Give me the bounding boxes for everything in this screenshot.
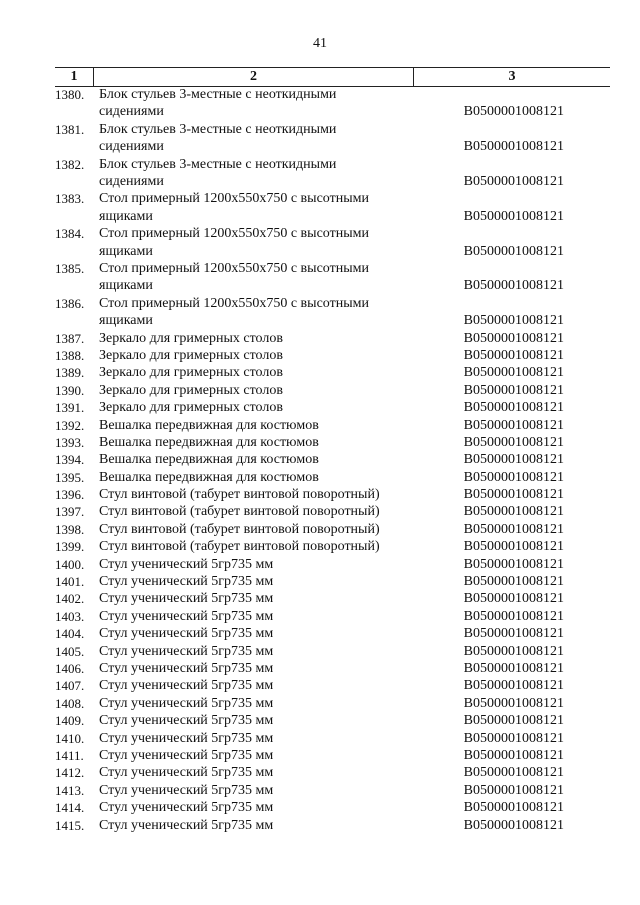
table-row bbox=[0, 417, 640, 434]
row-number: 1394. bbox=[55, 452, 85, 468]
item-name-line: Зеркало для гримерных столов bbox=[99, 347, 283, 363]
item-name-line: Стул ученический 5гр735 мм bbox=[99, 817, 274, 833]
item-name-line: Стул ученический 5гр735 мм bbox=[99, 800, 274, 816]
item-code: В0500001008121 bbox=[463, 347, 564, 363]
table-row bbox=[0, 625, 640, 642]
item-name-line: Вешалка передвижная для костюмов bbox=[99, 452, 319, 468]
item-name bbox=[99, 695, 409, 712]
row-number: 1387. bbox=[55, 330, 85, 346]
item-name-line: Зеркало для гримерных столов bbox=[99, 365, 283, 381]
item-name bbox=[99, 434, 409, 451]
table-row bbox=[0, 817, 640, 834]
row-number: 1381. bbox=[55, 121, 85, 137]
item-code: В0500001008121 bbox=[463, 782, 564, 798]
item-code: В0500001008121 bbox=[463, 452, 564, 468]
item-name-line: Зеркало для гримерных столов bbox=[99, 330, 283, 346]
item-name bbox=[99, 747, 409, 764]
row-number: 1389. bbox=[55, 365, 85, 381]
item-name bbox=[99, 486, 409, 503]
item-code: В0500001008121 bbox=[463, 504, 564, 520]
item-name-line: Стул ученический 5гр735 мм bbox=[99, 713, 274, 729]
row-number: 1412. bbox=[55, 765, 85, 781]
item-code: В0500001008121 bbox=[463, 278, 564, 294]
table-row bbox=[0, 486, 640, 503]
item-name-line: Блок стульев 3-местные с неоткидными bbox=[99, 121, 337, 137]
table-row bbox=[0, 782, 640, 799]
table-row bbox=[0, 730, 640, 747]
item-name bbox=[99, 330, 409, 347]
item-name-line: сидениями bbox=[99, 174, 164, 189]
item-name-line: Вешалка передвижная для костюмов bbox=[99, 469, 319, 485]
table-row bbox=[0, 347, 640, 364]
row-number: 1397. bbox=[55, 504, 85, 520]
table-row bbox=[0, 643, 640, 660]
item-name bbox=[99, 608, 409, 625]
header-col-1: 1 bbox=[70, 69, 78, 84]
row-number: 1407. bbox=[55, 678, 85, 694]
item-code: В0500001008121 bbox=[463, 434, 564, 450]
item-name bbox=[99, 660, 409, 677]
item-name-line: Зеркало для гримерных столов bbox=[99, 400, 283, 416]
item-name bbox=[99, 677, 409, 694]
row-number: 1400. bbox=[55, 556, 85, 572]
table-row bbox=[0, 764, 640, 781]
item-code: В0500001008121 bbox=[463, 747, 564, 763]
item-code: В0500001008121 bbox=[463, 400, 564, 416]
row-number: 1411. bbox=[55, 747, 84, 763]
item-name-line: Стул ученический 5гр735 мм bbox=[99, 574, 274, 590]
table-row bbox=[0, 156, 640, 191]
item-name bbox=[99, 817, 409, 834]
table-row bbox=[0, 660, 640, 677]
row-number: 1380. bbox=[55, 87, 85, 102]
item-code: В0500001008121 bbox=[463, 556, 564, 572]
table-row bbox=[0, 451, 640, 468]
item-name-line: Стол примерный 1200х550х750 с высотными bbox=[99, 295, 369, 311]
header-col-3: 3 bbox=[508, 69, 516, 84]
item-name bbox=[99, 295, 409, 330]
table-row bbox=[0, 295, 640, 330]
row-number: 1385. bbox=[55, 260, 85, 276]
item-name bbox=[99, 556, 409, 573]
item-name bbox=[99, 86, 409, 121]
item-code: В0500001008121 bbox=[463, 678, 564, 694]
row-number: 1398. bbox=[55, 521, 85, 537]
item-name bbox=[99, 399, 409, 416]
item-code: В0500001008121 bbox=[463, 382, 564, 398]
item-code: В0500001008121 bbox=[463, 330, 564, 346]
row-number: 1402. bbox=[55, 591, 85, 607]
item-name-line: Стул ученический 5гр735 мм bbox=[99, 765, 274, 781]
item-name bbox=[99, 799, 409, 816]
item-name-line: Стул ученический 5гр735 мм bbox=[99, 626, 274, 642]
item-name-line: Стул винтовой (табурет винтовой поворотный) bbox=[99, 504, 380, 520]
item-name bbox=[99, 225, 409, 260]
table-row bbox=[0, 86, 640, 121]
item-code: В0500001008121 bbox=[463, 139, 564, 155]
item-name bbox=[99, 382, 409, 399]
table-row bbox=[0, 469, 640, 486]
table-row bbox=[0, 521, 640, 538]
row-number: 1414. bbox=[55, 800, 85, 816]
item-name-line: ящиками bbox=[99, 278, 153, 294]
row-number: 1392. bbox=[55, 417, 85, 433]
item-name-line: Блок стульев 3-местные с неоткидными bbox=[99, 87, 337, 102]
item-name bbox=[99, 625, 409, 642]
item-name-line: Стул винтовой (табурет винтовой поворотный) bbox=[99, 487, 380, 503]
item-name-line: Стул ученический 5гр735 мм bbox=[99, 747, 274, 763]
item-name bbox=[99, 347, 409, 364]
row-number: 1396. bbox=[55, 487, 85, 503]
item-name-line: сидениями bbox=[99, 139, 164, 155]
item-name-line: Стул ученический 5гр735 мм bbox=[99, 695, 274, 711]
item-code: В0500001008121 bbox=[463, 591, 564, 607]
item-code: В0500001008121 bbox=[463, 469, 564, 485]
row-number: 1393. bbox=[55, 434, 85, 450]
item-name bbox=[99, 417, 409, 434]
item-name-line: Вешалка передвижная для костюмов bbox=[99, 434, 319, 450]
item-name-line: Стул ученический 5гр735 мм bbox=[99, 591, 274, 607]
item-name bbox=[99, 590, 409, 607]
table-row bbox=[0, 190, 640, 225]
item-name-line: Стул ученический 5гр735 мм bbox=[99, 678, 274, 694]
item-name-line: Вешалка передвижная для костюмов bbox=[99, 417, 319, 433]
table-row bbox=[0, 364, 640, 381]
item-name-line: Зеркало для гримерных столов bbox=[99, 382, 283, 398]
item-code: В0500001008121 bbox=[463, 521, 564, 537]
item-name bbox=[99, 260, 409, 295]
item-name bbox=[99, 764, 409, 781]
row-number: 1413. bbox=[55, 782, 85, 798]
item-name bbox=[99, 573, 409, 590]
item-code: В0500001008121 bbox=[463, 626, 564, 642]
item-code: В0500001008121 bbox=[463, 574, 564, 590]
item-code: В0500001008121 bbox=[463, 817, 564, 833]
item-name bbox=[99, 451, 409, 468]
row-number: 1409. bbox=[55, 713, 85, 729]
item-name bbox=[99, 156, 409, 191]
item-code: В0500001008121 bbox=[463, 173, 564, 189]
row-number: 1415. bbox=[55, 817, 85, 833]
table-row bbox=[0, 799, 640, 816]
item-code: В0500001008121 bbox=[463, 643, 564, 659]
row-number: 1391. bbox=[55, 400, 85, 416]
item-name-line: Блок стульев 3-местные с неоткидными bbox=[99, 156, 337, 172]
row-number: 1395. bbox=[55, 469, 85, 485]
item-name-line: ящиками bbox=[99, 208, 153, 224]
table-row bbox=[0, 503, 640, 520]
table-row bbox=[0, 330, 640, 347]
item-name-line: Стул ученический 5гр735 мм bbox=[99, 643, 274, 659]
row-number: 1401. bbox=[55, 574, 85, 590]
table-row bbox=[0, 677, 640, 694]
item-code: В0500001008121 bbox=[463, 539, 564, 555]
table-row bbox=[0, 590, 640, 607]
table-row bbox=[0, 121, 640, 156]
item-name-line: Стул ученический 5гр735 мм bbox=[99, 661, 274, 676]
item-name bbox=[99, 730, 409, 747]
row-number: 1386. bbox=[55, 295, 85, 311]
item-name-line: Стул ученический 5гр735 мм bbox=[99, 730, 274, 746]
row-number: 1388. bbox=[55, 347, 85, 363]
item-code: В0500001008121 bbox=[463, 608, 564, 624]
table-row bbox=[0, 225, 640, 260]
item-name bbox=[99, 503, 409, 520]
table-row bbox=[0, 260, 640, 295]
row-number: 1403. bbox=[55, 608, 85, 624]
item-name bbox=[99, 538, 409, 555]
item-code: В0500001008121 bbox=[463, 730, 564, 746]
table-row bbox=[0, 399, 640, 416]
row-number: 1406. bbox=[55, 661, 85, 676]
item-name bbox=[99, 521, 409, 538]
item-name-line: Стул ученический 5гр735 мм bbox=[99, 608, 274, 624]
item-name-line: ящиками bbox=[99, 243, 153, 259]
item-name-line: Стул винтовой (табурет винтовой поворотный) bbox=[99, 539, 380, 555]
item-code: В0500001008121 bbox=[463, 765, 564, 781]
table-row bbox=[0, 712, 640, 729]
item-name-line: Стол примерный 1200х550х750 с высотными bbox=[99, 226, 369, 242]
item-code: В0500001008121 bbox=[463, 695, 564, 711]
row-number: 1408. bbox=[55, 695, 85, 711]
table-row bbox=[0, 434, 640, 451]
item-code: В0500001008121 bbox=[463, 208, 564, 224]
row-number: 1410. bbox=[55, 730, 85, 746]
table-row bbox=[0, 695, 640, 712]
table-row bbox=[0, 556, 640, 573]
item-code: В0500001008121 bbox=[463, 487, 564, 503]
table-row bbox=[0, 747, 640, 764]
row-number: 1390. bbox=[55, 382, 85, 398]
row-number: 1384. bbox=[55, 226, 85, 242]
item-code: В0500001008121 bbox=[463, 313, 564, 329]
item-name bbox=[99, 712, 409, 729]
item-name bbox=[99, 469, 409, 486]
item-name bbox=[99, 121, 409, 156]
page-number: 41 bbox=[313, 36, 327, 51]
item-code: В0500001008121 bbox=[463, 417, 564, 433]
row-number: 1399. bbox=[55, 539, 85, 555]
item-code: В0500001008121 bbox=[463, 713, 564, 729]
item-name bbox=[99, 643, 409, 660]
item-name-line: Стол примерный 1200х550х750 с высотными bbox=[99, 191, 369, 207]
item-code: В0500001008121 bbox=[463, 104, 564, 120]
item-name bbox=[99, 190, 409, 225]
table-body bbox=[0, 86, 640, 834]
table-row bbox=[0, 608, 640, 625]
item-name-line: Стул ученический 5гр735 мм bbox=[99, 782, 274, 798]
item-name-line: сидениями bbox=[99, 104, 164, 120]
row-number: 1383. bbox=[55, 191, 85, 207]
item-name bbox=[99, 782, 409, 799]
row-number: 1405. bbox=[55, 643, 85, 659]
item-code: В0500001008121 bbox=[463, 243, 564, 259]
row-number: 1404. bbox=[55, 626, 85, 642]
item-name-line: Стол примерный 1200х550х750 с высотными bbox=[99, 260, 369, 276]
item-code: В0500001008121 bbox=[463, 800, 564, 816]
header-col-2: 2 bbox=[250, 69, 257, 84]
table-row bbox=[0, 573, 640, 590]
item-code: В0500001008121 bbox=[463, 365, 564, 381]
item-name-line: ящиками bbox=[99, 313, 153, 329]
item-code: В0500001008121 bbox=[463, 660, 564, 676]
table-row bbox=[0, 538, 640, 555]
item-name-line: Стул ученический 5гр735 мм bbox=[99, 556, 274, 572]
item-name bbox=[99, 364, 409, 381]
table-row bbox=[0, 382, 640, 399]
row-number: 1382. bbox=[55, 156, 85, 172]
item-name-line: Стул винтовой (табурет винтовой поворотный) bbox=[99, 521, 380, 537]
